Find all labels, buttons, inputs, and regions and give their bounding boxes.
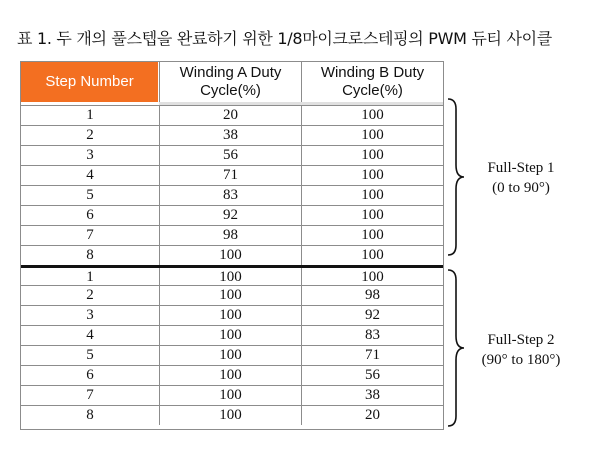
full-step-2-label bbox=[466, 330, 576, 370]
table-row bbox=[21, 145, 443, 165]
step-cell: 1 bbox=[86, 269, 94, 285]
step-cell: 7 bbox=[86, 227, 94, 243]
table-row bbox=[21, 105, 443, 125]
step-cell: 6 bbox=[86, 207, 94, 223]
winding-b-cell: 100 bbox=[301, 268, 443, 285]
winding-a-cell: 100 bbox=[159, 346, 301, 365]
full-step-1-title: Full-Step 1 bbox=[487, 160, 555, 176]
full-step-1-brace bbox=[446, 97, 466, 257]
header-winding-b-line2: Cycle(%) bbox=[342, 82, 403, 99]
header-winding-b bbox=[301, 62, 443, 102]
step-cell: 3 bbox=[86, 307, 94, 323]
table-body bbox=[21, 105, 443, 425]
winding-b-cell: 100 bbox=[301, 106, 443, 125]
winding-b-cell: 100 bbox=[301, 166, 443, 185]
step-cell: 2 bbox=[86, 127, 94, 143]
winding-a-cell: 100 bbox=[159, 246, 301, 265]
full-step-1-range: (0 to 90°) bbox=[492, 180, 550, 196]
step-cell: 5 bbox=[86, 347, 94, 363]
table-row bbox=[21, 165, 443, 185]
winding-a-cell: 100 bbox=[159, 366, 301, 385]
winding-b-cell: 83 bbox=[301, 326, 443, 345]
header-winding-a-line1: Winding A Duty bbox=[179, 64, 282, 81]
step-cell: 3 bbox=[86, 147, 94, 163]
winding-b-cell: 100 bbox=[301, 146, 443, 165]
table-row bbox=[21, 245, 443, 265]
step-cell: 1 bbox=[86, 107, 94, 123]
winding-a-cell: 56 bbox=[159, 146, 301, 165]
table-row bbox=[21, 205, 443, 225]
winding-b-cell: 100 bbox=[301, 186, 443, 205]
table-row bbox=[21, 325, 443, 345]
step-cell: 8 bbox=[86, 247, 94, 263]
header-step-number: Step Number bbox=[21, 62, 158, 102]
step-cell: 6 bbox=[86, 367, 94, 383]
winding-b-cell: 38 bbox=[301, 386, 443, 405]
duty-cycle-table bbox=[20, 61, 444, 430]
winding-b-cell: 92 bbox=[301, 306, 443, 325]
full-step-2-title: Full-Step 2 bbox=[487, 332, 555, 348]
table-row bbox=[21, 225, 443, 245]
winding-b-cell: 71 bbox=[301, 346, 443, 365]
step-cell: 2 bbox=[86, 287, 94, 303]
table-row bbox=[21, 305, 443, 325]
table-row bbox=[21, 345, 443, 365]
table-caption: 표 1. 두 개의 풀스텝을 완료하기 위한 1/8마이크로스테핑의 PWM 듀티 사이클 bbox=[17, 29, 552, 48]
full-step-2-range: (90° to 180°) bbox=[481, 352, 561, 368]
step-cell: 4 bbox=[86, 327, 94, 343]
winding-b-cell: 56 bbox=[301, 366, 443, 385]
winding-a-cell: 100 bbox=[159, 326, 301, 345]
winding-b-cell: 100 bbox=[301, 246, 443, 265]
winding-b-cell: 98 bbox=[301, 286, 443, 305]
winding-b-cell: 100 bbox=[301, 126, 443, 145]
winding-a-cell: 92 bbox=[159, 206, 301, 225]
step-cell: 4 bbox=[86, 167, 94, 183]
table-row bbox=[21, 385, 443, 405]
winding-a-cell: 98 bbox=[159, 226, 301, 245]
table-row bbox=[21, 265, 443, 285]
winding-a-cell: 100 bbox=[159, 406, 301, 425]
winding-a-cell: 38 bbox=[159, 126, 301, 145]
winding-a-cell: 83 bbox=[159, 186, 301, 205]
step-cell: 5 bbox=[86, 187, 94, 203]
winding-a-cell: 100 bbox=[159, 306, 301, 325]
full-step-2-brace bbox=[446, 268, 466, 428]
winding-a-cell: 20 bbox=[159, 106, 301, 125]
full-step-1-label bbox=[466, 158, 576, 198]
table-row bbox=[21, 125, 443, 145]
header-winding-b-line1: Winding B Duty bbox=[320, 64, 425, 81]
header-winding-a bbox=[159, 62, 301, 102]
winding-a-cell: 100 bbox=[159, 268, 301, 285]
winding-b-cell: 100 bbox=[301, 226, 443, 245]
winding-a-cell: 100 bbox=[159, 286, 301, 305]
winding-b-cell: 100 bbox=[301, 206, 443, 225]
table-row bbox=[21, 405, 443, 425]
table-row bbox=[21, 285, 443, 305]
winding-a-cell: 100 bbox=[159, 386, 301, 405]
header-winding-a-line2: Cycle(%) bbox=[200, 82, 261, 99]
winding-b-cell: 20 bbox=[301, 406, 443, 425]
step-cell: 7 bbox=[86, 387, 94, 403]
step-cell: 8 bbox=[86, 407, 94, 423]
table-row bbox=[21, 365, 443, 385]
table-row bbox=[21, 185, 443, 205]
winding-a-cell: 71 bbox=[159, 166, 301, 185]
